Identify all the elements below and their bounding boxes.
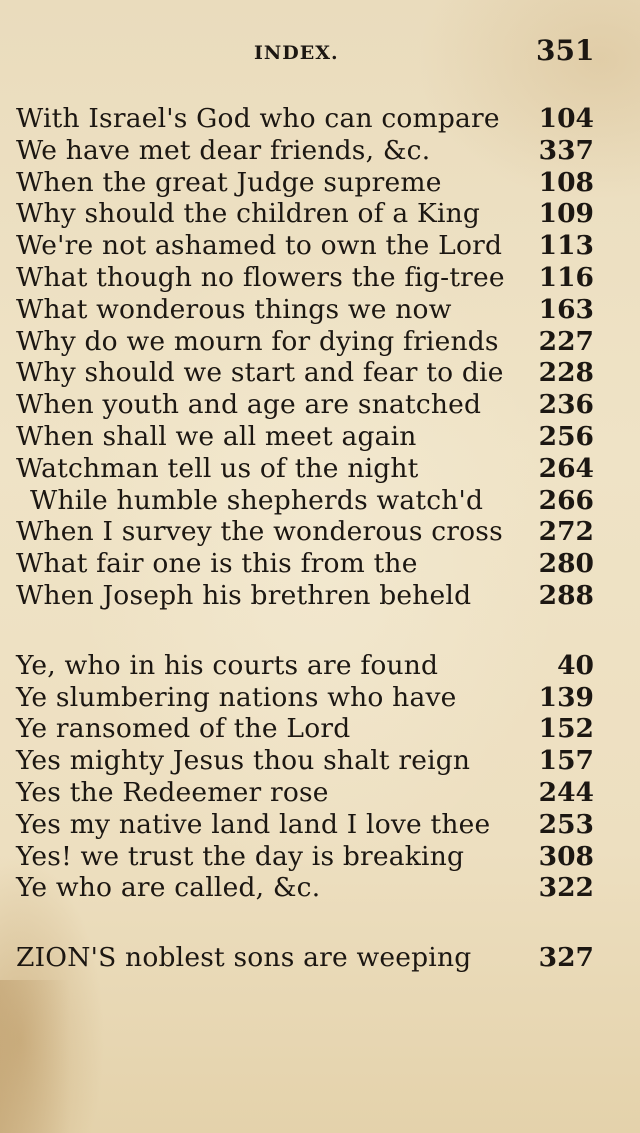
- hymn-title: We have met dear friends, &c.: [16, 134, 431, 166]
- hymn-page: 266: [538, 484, 594, 516]
- hymn-title: Yes mighty Jesus thou shalt reign: [16, 745, 471, 777]
- hymn-page: 163: [538, 293, 594, 325]
- hymn-title: What though no flowers the fig-tree: [16, 261, 505, 293]
- index-entry: [0, 650, 640, 682]
- hymn-page: 40: [557, 649, 594, 681]
- hymn-title: We're not ashamed to own the Lord: [16, 230, 503, 262]
- hymn-page: 308: [538, 840, 594, 872]
- page-header: [0, 34, 640, 74]
- hymn-page: 157: [538, 745, 594, 777]
- hymn-page: 322: [538, 872, 594, 904]
- hymn-title: Ye who are called, &c.: [16, 872, 321, 904]
- index-entry: [0, 516, 640, 548]
- hymn-page: 113: [538, 230, 594, 262]
- index-entry: [0, 167, 640, 199]
- hymn-title: Ye slumbering nations who have: [16, 681, 457, 713]
- hymn-page: 108: [538, 166, 594, 198]
- hymn-title: Why should the children of a King: [16, 198, 481, 230]
- hymn-page: 337: [538, 134, 594, 166]
- index-entry: [0, 230, 640, 262]
- hymn-title: When youth and age are snatched: [16, 389, 482, 421]
- index-entry: [0, 262, 640, 294]
- hymn-page: 104: [538, 103, 594, 134]
- index-group-z: [0, 942, 640, 974]
- hymn-page: 236: [538, 389, 594, 421]
- hymn-title: ZION'S noblest sons are weeping: [16, 942, 472, 974]
- index-entry: [0, 135, 640, 167]
- hymn-page: 244: [538, 776, 594, 808]
- hymn-page: 109: [538, 198, 594, 230]
- hymn-title: Yes the Redeemer rose: [16, 776, 329, 808]
- hymn-page: 272: [538, 516, 594, 548]
- hymn-title: What fair one is this from the: [16, 548, 418, 580]
- index-entry: [0, 942, 640, 974]
- index-entry: [0, 777, 640, 809]
- hymn-page: 264: [538, 452, 594, 484]
- index-entry: [0, 682, 640, 714]
- index-group-w: [0, 103, 640, 612]
- hymn-title: Ye, who in his courts are found: [16, 649, 439, 681]
- index-entry: [0, 872, 640, 904]
- hymn-page: 256: [538, 420, 594, 452]
- index-entry: [0, 713, 640, 745]
- hymn-page: 116: [538, 261, 594, 293]
- index-entry: [0, 841, 640, 873]
- running-title: INDEX.: [254, 42, 339, 64]
- page-stain: [0, 980, 70, 1133]
- hymn-title: While humble shepherds watch'd: [30, 484, 484, 516]
- hymn-title: Why do we mourn for dying friends: [16, 325, 499, 357]
- index-entry: [0, 485, 640, 517]
- hymn-title: With Israel's God who can compare: [16, 103, 500, 134]
- index-entry: [0, 453, 640, 485]
- hymn-title: What wonderous things we now: [16, 293, 452, 325]
- index-entry: [0, 580, 640, 612]
- hymn-title: When shall we all meet again: [16, 420, 417, 452]
- hymn-page: 228: [538, 357, 594, 389]
- index-group-y: [0, 650, 640, 904]
- index-entry: [0, 809, 640, 841]
- index-entry: [0, 198, 640, 230]
- hymn-title: When Joseph his brethren beheld: [16, 579, 472, 611]
- hymn-title: Why should we start and fear to die: [16, 357, 504, 389]
- hymn-page: 253: [538, 808, 594, 840]
- hymn-title: When the great Judge supreme: [16, 166, 442, 198]
- hymn-title: Yes my native land land I love thee: [16, 808, 491, 840]
- hymn-title: When I survey the wonderous cross: [16, 516, 503, 548]
- hymn-page: 280: [538, 548, 594, 580]
- index-entry: [0, 421, 640, 453]
- hymn-page: 227: [538, 325, 594, 357]
- index-entry: [0, 326, 640, 358]
- index-entry: [0, 357, 640, 389]
- hymn-title: Yes! we trust the day is breaking: [16, 840, 465, 872]
- page-number: 351: [536, 34, 595, 67]
- index-entry: [0, 548, 640, 580]
- hymn-title: Watchman tell us of the night: [16, 452, 419, 484]
- index-entry: [0, 103, 640, 135]
- hymn-title: Ye ransomed of the Lord: [16, 713, 351, 745]
- hymn-page: 288: [538, 579, 594, 611]
- index-entry: [0, 745, 640, 777]
- index-entry: [0, 294, 640, 326]
- index-entry: [0, 389, 640, 421]
- hymn-page: 327: [538, 942, 594, 974]
- hymn-page: 152: [538, 713, 594, 745]
- hymn-page: 139: [538, 681, 594, 713]
- index-list: [0, 103, 640, 974]
